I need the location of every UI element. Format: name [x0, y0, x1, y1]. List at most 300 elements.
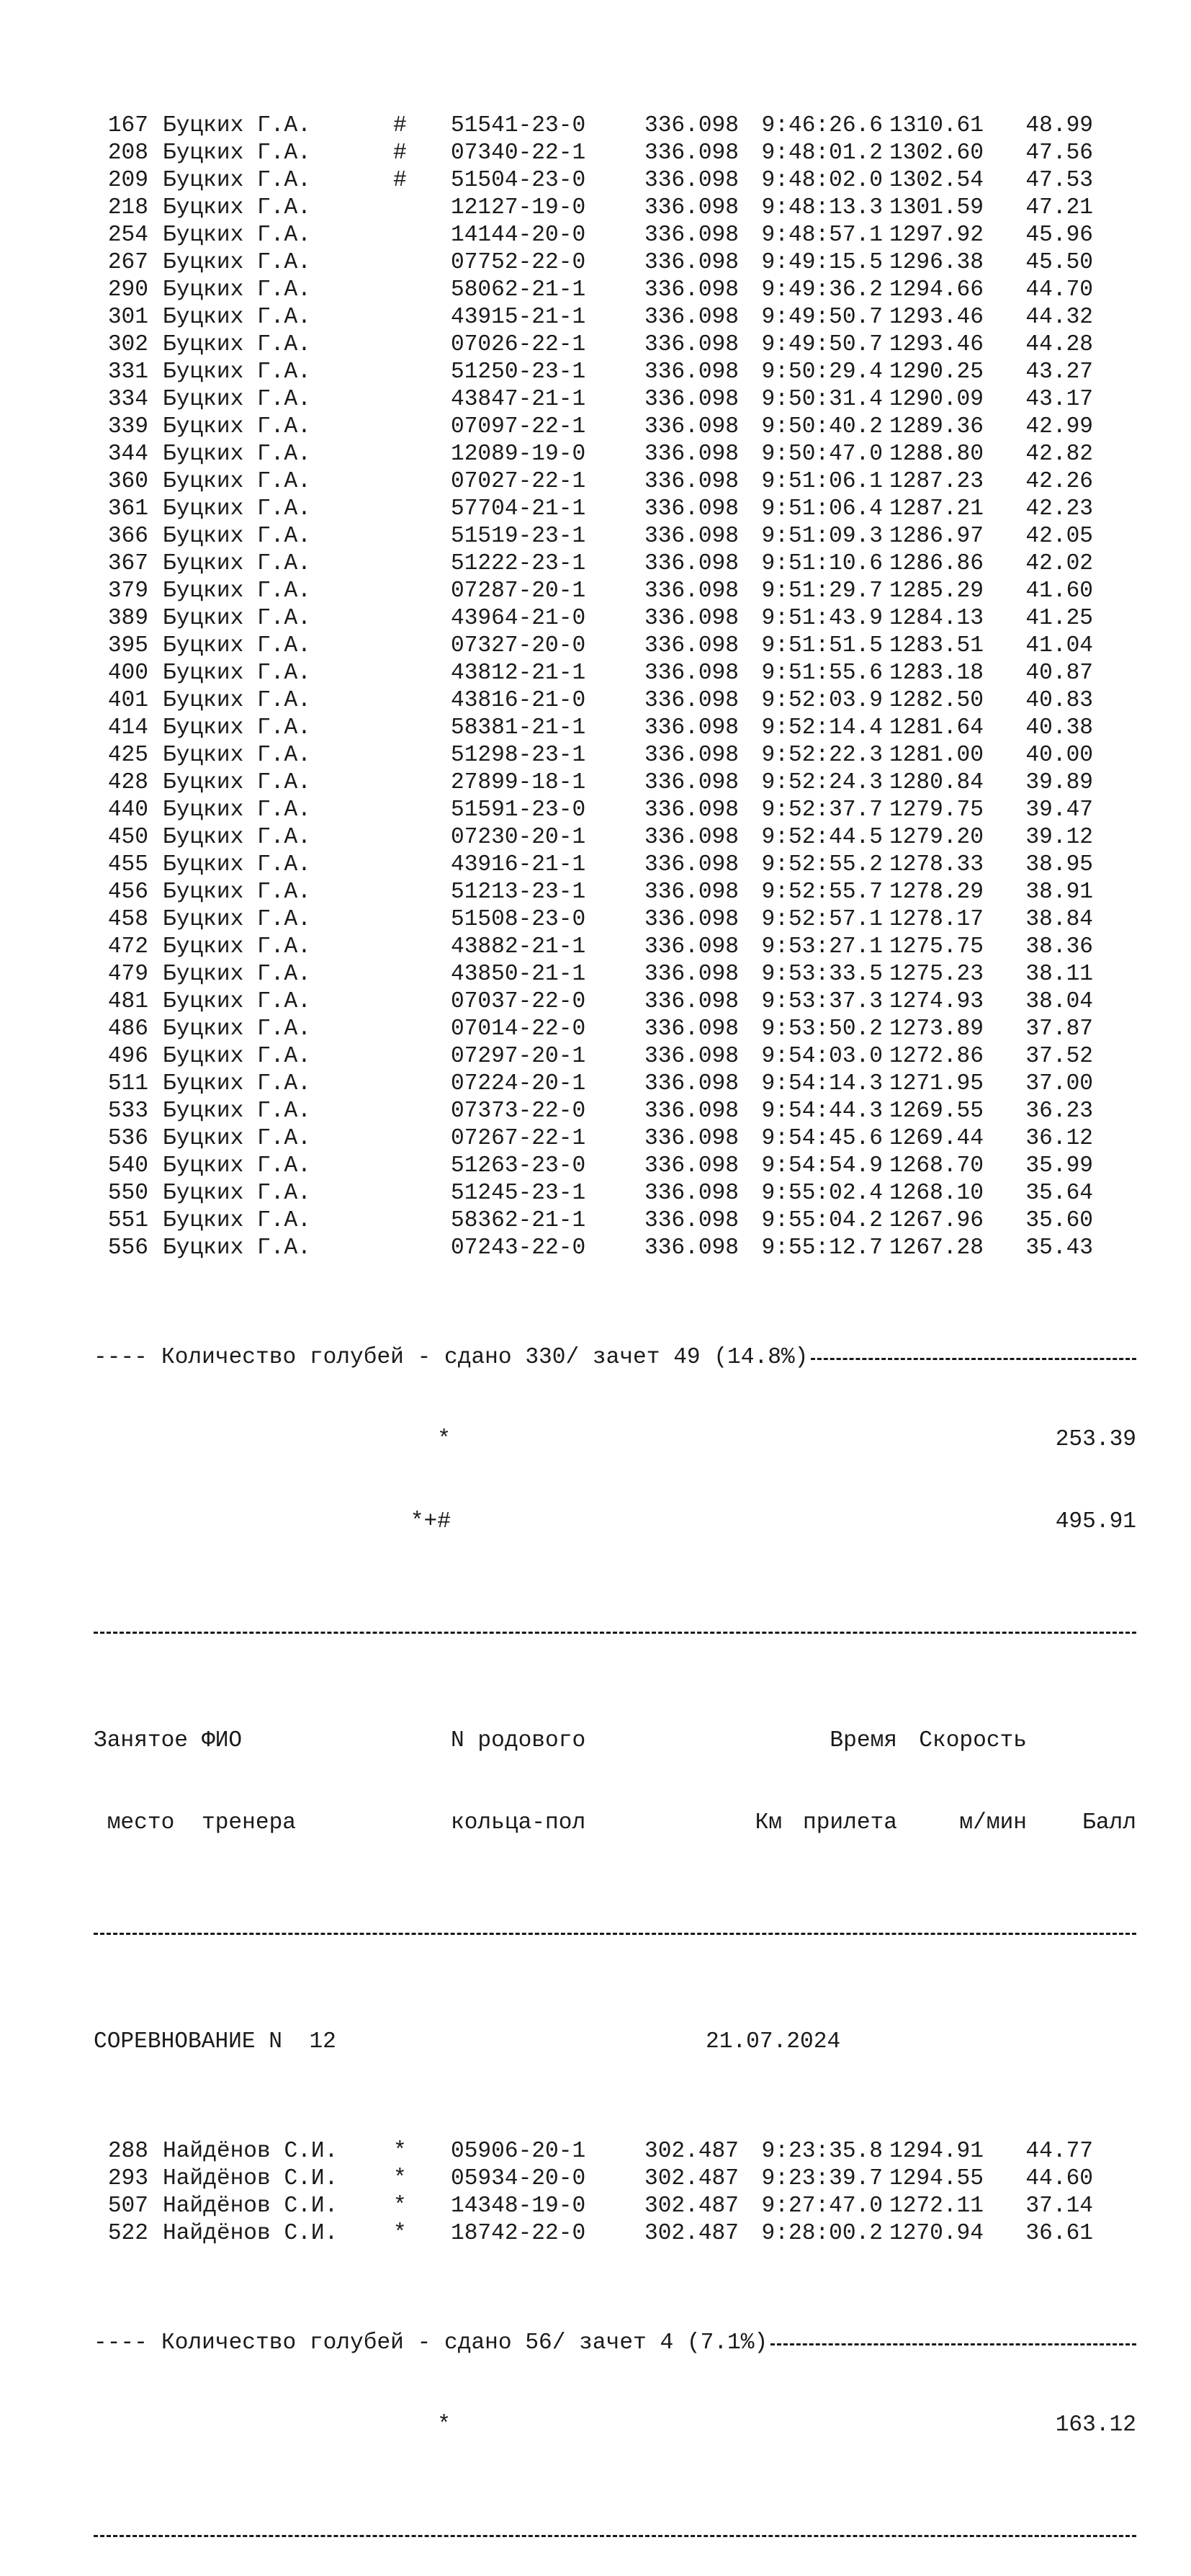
result-row	[94, 167, 1136, 194]
score-cell: 36.23	[1025, 1099, 1093, 1124]
speed-cell: 1267.28	[889, 1235, 984, 1261]
mark-cell	[393, 879, 451, 906]
place-cell: 551	[107, 1208, 148, 1233]
mark-cell	[393, 468, 451, 496]
trainer-name-cell: Буцких Г.А.	[163, 825, 311, 850]
mark-cell: *	[393, 2166, 407, 2191]
speed-cell: 1267.96	[889, 1208, 984, 1233]
place-cell: 344	[107, 442, 148, 467]
arrival-time-cell: 9:52:14.4	[761, 715, 883, 741]
score-cell: 44.28	[1025, 332, 1093, 357]
score-cell: 39.89	[1025, 770, 1093, 795]
score-cell: 38.36	[1025, 934, 1093, 960]
place-cell: 267	[107, 250, 148, 275]
result-row	[94, 742, 1136, 769]
distance-cell: 336.098	[644, 880, 739, 905]
speed-cell: 1275.75	[889, 934, 984, 960]
trainer-name-cell: Буцких Г.А.	[163, 113, 311, 138]
place-cell: 360	[107, 469, 148, 494]
trainer-name-cell: Буцких Г.А.	[163, 1126, 311, 1151]
result-row	[94, 386, 1136, 413]
place-cell: 301	[107, 305, 148, 330]
speed-cell: 1283.51	[889, 633, 984, 658]
distance-cell: 336.098	[644, 1153, 739, 1179]
ring-number-cell: 58381-21-1	[451, 715, 586, 741]
score-cell: 38.11	[1025, 962, 1093, 987]
result-row	[94, 1070, 1136, 1098]
arrival-time-cell: 9:55:04.2	[761, 1208, 883, 1233]
mark-cell	[393, 1043, 451, 1070]
header-km: Км	[755, 1810, 782, 1835]
ring-number-cell: 07224-20-1	[451, 1071, 586, 1096]
summary-dash-fill	[808, 1344, 1136, 1372]
place-cell: 208	[107, 140, 148, 166]
result-row	[94, 1098, 1136, 1125]
mark-cell	[393, 304, 451, 331]
column-header-line-2	[94, 1810, 1136, 1837]
result-row	[94, 2165, 1136, 2193]
ring-number-cell: 27899-18-1	[451, 770, 586, 795]
distance-cell: 336.098	[644, 305, 739, 330]
distance-cell: 336.098	[644, 1181, 739, 1206]
mark-cell	[393, 277, 451, 304]
score-cell: 47.56	[1025, 140, 1093, 166]
score-cell: 45.96	[1025, 223, 1093, 248]
distance-cell: 336.098	[644, 578, 739, 604]
result-row	[94, 1153, 1136, 1180]
mark-cell: *	[393, 2221, 407, 2246]
speed-cell: 1286.97	[889, 524, 984, 549]
ring-number-cell: 07297-20-1	[451, 1044, 586, 1069]
score-cell: 44.77	[1025, 2139, 1093, 2164]
place-cell: 414	[107, 715, 148, 741]
arrival-time-cell: 9:48:01.2	[761, 140, 883, 166]
mark-cell	[393, 578, 451, 605]
ring-number-cell: 18742-22-0	[451, 2221, 586, 2246]
result-row	[94, 715, 1136, 742]
place-cell: 302	[107, 332, 148, 357]
mark-cell	[393, 194, 451, 222]
column-header-line-1	[94, 1727, 1136, 1755]
score-cell: 40.00	[1025, 743, 1093, 768]
speed-cell: 1283.18	[889, 661, 984, 686]
score-cell: 42.26	[1025, 469, 1093, 494]
mark-cell	[393, 249, 451, 277]
section2-total-row	[94, 2412, 1136, 2439]
trainer-name-cell: Буцких Г.А.	[163, 332, 311, 357]
arrival-time-cell: 9:52:22.3	[761, 743, 883, 768]
place-cell: 288	[107, 2139, 148, 2164]
place-cell: 550	[107, 1181, 148, 1206]
ring-number-cell: 43882-21-1	[451, 934, 586, 960]
score-cell: 47.53	[1025, 168, 1093, 193]
header-km	[667, 1727, 782, 1755]
arrival-time-cell: 9:55:12.7	[761, 1235, 883, 1261]
distance-cell: 302.487	[644, 2221, 739, 2246]
distance-cell: 336.098	[644, 168, 739, 193]
total-symbol: *+#	[410, 1509, 451, 1534]
ring-number-cell: 14144-20-0	[451, 223, 586, 248]
mark-cell	[393, 988, 451, 1016]
speed-cell: 1278.29	[889, 880, 984, 905]
speed-cell: 1297.92	[889, 223, 984, 248]
ring-number-cell: 07327-20-0	[451, 633, 586, 658]
header-ring: N родового	[451, 1728, 586, 1753]
mark-cell	[393, 632, 451, 660]
score-cell: 35.64	[1025, 1181, 1093, 1206]
distance-cell: 336.098	[644, 797, 739, 823]
mark-cell	[393, 687, 451, 715]
score-cell: 44.70	[1025, 277, 1093, 303]
place-cell: 472	[107, 934, 148, 960]
mark-cell	[393, 1098, 451, 1125]
ring-number-cell: 07097-22-1	[451, 414, 586, 439]
place-cell: 556	[107, 1235, 148, 1261]
score-cell: 39.47	[1025, 797, 1093, 823]
score-cell: 38.04	[1025, 989, 1093, 1014]
speed-cell: 1272.11	[889, 2193, 984, 2219]
trainer-name-cell: Буцких Г.А.	[163, 1181, 311, 1206]
header-ring: кольца-пол	[451, 1810, 586, 1835]
distance-cell: 336.098	[644, 551, 739, 576]
separator-rule	[94, 1618, 1136, 1645]
speed-cell: 1289.36	[889, 414, 984, 439]
speed-cell: 1293.46	[889, 332, 984, 357]
score-cell: 47.21	[1025, 195, 1093, 220]
place-cell: 456	[107, 880, 148, 905]
section1-table	[94, 112, 1136, 1262]
trainer-name-cell: Буцких Г.А.	[163, 852, 311, 877]
distance-cell: 336.098	[644, 359, 739, 385]
speed-cell: 1294.91	[889, 2139, 984, 2164]
speed-cell: 1310.61	[889, 113, 984, 138]
header-place: Занятое	[94, 1728, 189, 1753]
results-document	[94, 58, 1136, 2576]
place-cell: 401	[107, 688, 148, 713]
trainer-name-cell: Буцких Г.А.	[163, 1235, 311, 1261]
trainer-name-cell: Буцких Г.А.	[163, 743, 311, 768]
trainer-name-cell: Буцких Г.А.	[163, 195, 311, 220]
distance-cell: 336.098	[644, 825, 739, 850]
arrival-time-cell: 9:52:37.7	[761, 797, 883, 823]
speed-cell: 1302.54	[889, 168, 984, 193]
arrival-time-cell: 9:49:36.2	[761, 277, 883, 303]
trainer-name-cell: Буцких Г.А.	[163, 140, 311, 166]
score-cell: 42.99	[1025, 414, 1093, 439]
mark-cell	[393, 824, 451, 851]
trainer-name-cell: Буцких Г.А.	[163, 223, 311, 248]
speed-cell: 1268.10	[889, 1181, 984, 1206]
trainer-name-cell: Буцких Г.А.	[163, 661, 311, 686]
place-cell: 440	[107, 797, 148, 823]
trainer-name-cell: Буцких Г.А.	[163, 962, 311, 987]
arrival-time-cell: 9:49:50.7	[761, 305, 883, 330]
mark-cell	[393, 906, 451, 934]
place-cell: 425	[107, 743, 148, 768]
ring-number-cell: 07014-22-0	[451, 1016, 586, 1042]
result-row	[94, 112, 1136, 140]
ring-number-cell: 07752-22-0	[451, 250, 586, 275]
place-cell: 540	[107, 1153, 148, 1179]
total-symbol: *	[437, 1427, 451, 1452]
speed-cell: 1296.38	[889, 250, 984, 275]
trainer-name-cell: Буцких Г.А.	[163, 250, 311, 275]
summary-dashes: ----	[94, 2330, 148, 2356]
arrival-time-cell: 9:51:06.4	[761, 496, 883, 522]
competition-title: СОРЕВНОВАНИЕ N 12	[94, 2029, 336, 2054]
arrival-time-cell: 9:51:09.3	[761, 524, 883, 549]
distance-cell: 336.098	[644, 1208, 739, 1233]
distance-cell: 336.098	[644, 524, 739, 549]
speed-cell: 1282.50	[889, 688, 984, 713]
ring-number-cell: 07026-22-1	[451, 332, 586, 357]
result-row	[94, 1180, 1136, 1207]
speed-cell: 1278.33	[889, 852, 984, 877]
mark-cell	[393, 715, 451, 742]
trainer-name-cell: Буцких Г.А.	[163, 524, 311, 549]
place-cell: 367	[107, 551, 148, 576]
trainer-name-cell: Буцких Г.А.	[163, 1016, 311, 1042]
section2-summary-text: Количество голубей - сдано 56/ зачет 4 (7.1%)	[161, 2330, 768, 2356]
trainer-name-cell: Буцких Г.А.	[163, 277, 311, 303]
arrival-time-cell: 9:51:43.9	[761, 606, 883, 631]
result-row	[94, 1207, 1136, 1235]
arrival-time-cell: 9:52:24.3	[761, 770, 883, 795]
arrival-time-cell: 9:48:02.0	[761, 168, 883, 193]
result-row	[94, 1016, 1136, 1043]
arrival-time-cell: 9:52:44.5	[761, 825, 883, 850]
ring-number-cell: 12089-19-0	[451, 442, 586, 467]
mark-cell	[393, 359, 451, 386]
place-cell: 522	[107, 2221, 148, 2246]
mark-cell	[393, 660, 451, 687]
mark-cell	[393, 523, 451, 550]
arrival-time-cell: 9:49:15.5	[761, 250, 883, 275]
section1-summary-line	[94, 1344, 1136, 1372]
place-cell: 379	[107, 578, 148, 604]
result-row	[94, 851, 1136, 879]
ring-number-cell: 51245-23-1	[451, 1181, 586, 1206]
score-cell: 40.38	[1025, 715, 1093, 741]
result-row	[94, 413, 1136, 441]
distance-cell: 336.098	[644, 140, 739, 166]
ring-number-cell: 05934-20-0	[451, 2166, 586, 2191]
place-cell: 511	[107, 1071, 148, 1096]
distance-cell: 336.098	[644, 1235, 739, 1261]
score-cell: 42.02	[1025, 551, 1093, 576]
arrival-time-cell: 9:54:45.6	[761, 1126, 883, 1151]
ring-number-cell: 07287-20-1	[451, 578, 586, 604]
mark-cell	[393, 1125, 451, 1153]
mark-cell	[393, 1153, 451, 1180]
header-score	[1027, 1727, 1136, 1755]
score-cell: 42.82	[1025, 442, 1093, 467]
arrival-time-cell: 9:51:51.5	[761, 633, 883, 658]
result-row	[94, 578, 1136, 605]
section1-summary-text: Количество голубей - сдано 330/ зачет 49 (14.8%)	[161, 1345, 809, 1370]
score-cell: 42.05	[1025, 524, 1093, 549]
ring-number-cell: 51504-23-0	[451, 168, 586, 193]
mark-cell	[393, 769, 451, 797]
header-speed: м/мин	[959, 1810, 1027, 1835]
distance-cell: 302.487	[644, 2166, 739, 2191]
place-cell: 167	[107, 113, 148, 138]
trainer-name-cell: Буцких Г.А.	[163, 305, 311, 330]
mark-cell	[393, 851, 451, 879]
score-cell: 48.99	[1025, 113, 1093, 138]
mark-cell	[393, 1207, 451, 1235]
result-row	[94, 769, 1136, 797]
mark-cell	[393, 222, 451, 249]
header-speed: Скорость	[919, 1728, 1027, 1753]
ring-number-cell: 05906-20-1	[451, 2139, 586, 2164]
result-row	[94, 331, 1136, 359]
ring-number-cell: 51541-23-0	[451, 113, 586, 138]
result-row	[94, 277, 1136, 304]
mark-cell: #	[393, 168, 407, 193]
distance-cell: 302.487	[644, 2193, 739, 2219]
speed-cell: 1290.09	[889, 387, 984, 412]
competition-date: 21.07.2024	[706, 2029, 841, 2054]
speed-cell: 1278.17	[889, 907, 984, 932]
distance-cell: 336.098	[644, 442, 739, 467]
section1-total-row	[94, 1508, 1136, 1536]
mark-cell	[393, 742, 451, 769]
header-place: место	[94, 1810, 175, 1835]
trainer-name-cell: Буцких Г.А.	[163, 880, 311, 905]
place-cell: 361	[107, 496, 148, 522]
distance-cell: 336.098	[644, 907, 739, 932]
place-cell: 428	[107, 770, 148, 795]
speed-cell: 1287.21	[889, 496, 984, 522]
arrival-time-cell: 9:48:57.1	[761, 223, 883, 248]
arrival-time-cell: 9:52:57.1	[761, 907, 883, 932]
arrival-time-cell: 9:51:10.6	[761, 551, 883, 576]
result-row	[94, 797, 1136, 824]
speed-cell: 1279.20	[889, 825, 984, 850]
trainer-name-cell: Буцких Г.А.	[163, 168, 311, 193]
total-value: 253.39	[1055, 1427, 1136, 1452]
distance-cell: 336.098	[644, 688, 739, 713]
result-row	[94, 468, 1136, 496]
section1-total-row	[94, 1426, 1136, 1454]
distance-cell: 336.098	[644, 1126, 739, 1151]
ring-number-cell: 07373-22-0	[451, 1099, 586, 1124]
arrival-time-cell: 9:49:50.7	[761, 332, 883, 357]
trainer-name-cell: Буцких Г.А.	[163, 442, 311, 467]
result-row	[94, 1235, 1136, 1262]
place-cell: 389	[107, 606, 148, 631]
total-value: 163.12	[1055, 2412, 1136, 2438]
result-row	[94, 140, 1136, 167]
arrival-time-cell: 9:52:03.9	[761, 688, 883, 713]
mark-cell	[393, 331, 451, 359]
distance-cell: 336.098	[644, 661, 739, 686]
result-row	[94, 2193, 1136, 2220]
result-row	[94, 824, 1136, 851]
arrival-time-cell: 9:51:29.7	[761, 578, 883, 604]
place-cell: 533	[107, 1099, 148, 1124]
speed-cell: 1302.60	[889, 140, 984, 166]
place-cell: 254	[107, 223, 148, 248]
mark-cell	[393, 496, 451, 523]
ring-number-cell: 43915-21-1	[451, 305, 586, 330]
score-cell: 37.87	[1025, 1016, 1093, 1042]
speed-cell: 1269.44	[889, 1126, 984, 1151]
arrival-time-cell: 9:52:55.2	[761, 852, 883, 877]
ring-number-cell: 07243-22-0	[451, 1235, 586, 1261]
score-cell: 41.25	[1025, 606, 1093, 631]
trainer-name-cell: Буцких Г.А.	[163, 606, 311, 631]
header-name: тренера	[202, 1810, 297, 1835]
trainer-name-cell: Буцких Г.А.	[163, 688, 311, 713]
ring-number-cell: 43964-21-0	[451, 606, 586, 631]
trainer-name-cell: Буцких Г.А.	[163, 989, 311, 1014]
distance-cell: 336.098	[644, 1099, 739, 1124]
mark-cell	[393, 386, 451, 413]
ring-number-cell: 51222-23-1	[451, 551, 586, 576]
distance-cell: 336.098	[644, 1016, 739, 1042]
trainer-name-cell: Буцких Г.А.	[163, 797, 311, 823]
speed-cell: 1280.84	[889, 770, 984, 795]
result-row	[94, 222, 1136, 249]
result-row	[94, 1043, 1136, 1070]
trainer-name-cell: Буцких Г.А.	[163, 715, 311, 741]
result-row	[94, 879, 1136, 906]
result-row	[94, 988, 1136, 1016]
trainer-name-cell: Буцких Г.А.	[163, 633, 311, 658]
distance-cell: 336.098	[644, 332, 739, 357]
ring-number-cell: 51298-23-1	[451, 743, 586, 768]
result-row	[94, 906, 1136, 934]
result-row	[94, 961, 1136, 988]
trainer-name-cell: Буцких Г.А.	[163, 359, 311, 385]
arrival-time-cell: 9:53:27.1	[761, 934, 883, 960]
arrival-time-cell: 9:51:06.1	[761, 469, 883, 494]
score-cell: 38.95	[1025, 852, 1093, 877]
mark-cell: *	[393, 2193, 407, 2219]
speed-cell: 1281.00	[889, 743, 984, 768]
mark-cell	[393, 605, 451, 632]
distance-cell: 336.098	[644, 852, 739, 877]
arrival-time-cell: 9:28:00.2	[761, 2221, 883, 2246]
separator-rule	[94, 2521, 1136, 2549]
distance-cell: 336.098	[644, 934, 739, 960]
mark-cell: #	[393, 140, 407, 166]
speed-cell: 1271.95	[889, 1071, 984, 1096]
distance-cell: 336.098	[644, 633, 739, 658]
arrival-time-cell: 9:53:33.5	[761, 962, 883, 987]
place-cell: 334	[107, 387, 148, 412]
header-name: ФИО	[202, 1728, 243, 1753]
score-cell: 41.60	[1025, 578, 1093, 604]
place-cell: 395	[107, 633, 148, 658]
score-cell: 45.50	[1025, 250, 1093, 275]
ring-number-cell: 51250-23-1	[451, 359, 586, 385]
trainer-name-cell: Буцких Г.А.	[163, 1044, 311, 1069]
mark-cell	[393, 1235, 451, 1262]
ring-number-cell: 43816-21-0	[451, 688, 586, 713]
distance-cell: 336.098	[644, 989, 739, 1014]
ring-number-cell: 43850-21-1	[451, 962, 586, 987]
header-time: Время	[830, 1728, 897, 1753]
result-row	[94, 441, 1136, 468]
mark-cell: *	[393, 2139, 407, 2164]
mark-cell	[393, 1016, 451, 1043]
competition-heading	[94, 2029, 1136, 2056]
arrival-time-cell: 9:27:47.0	[761, 2193, 883, 2219]
place-cell: 366	[107, 524, 148, 549]
